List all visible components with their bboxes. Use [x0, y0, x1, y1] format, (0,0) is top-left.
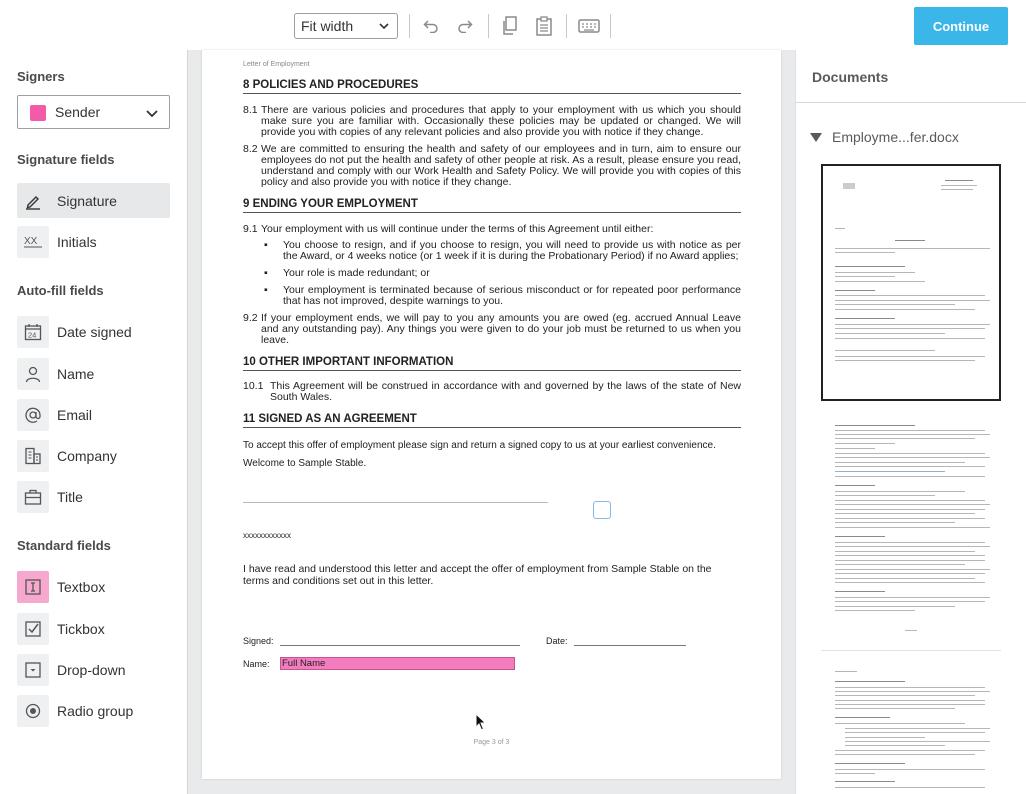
- bullet-item: [264, 268, 741, 279]
- page-thumbnail-1[interactable]: [821, 164, 1001, 401]
- clause-number: 10.1: [243, 380, 264, 392]
- clause-number: 9.2: [243, 312, 258, 324]
- signer-select[interactable]: [17, 95, 170, 129]
- document-page[interactable]: [202, 50, 781, 779]
- zoom-value: Fit width: [301, 18, 354, 34]
- paragraph: To accept this offer of employment please sign and return a signed copy to us at your earliest convenience.: [243, 440, 716, 451]
- section-heading: 11 SIGNED AS AN AGREEMENT: [243, 413, 741, 428]
- signature-field-placeholder[interactable]: [593, 501, 611, 519]
- field-label: Company: [57, 447, 117, 464]
- clause: [243, 105, 741, 138]
- chevron-down-icon: [145, 106, 159, 120]
- clause-text: We are committed to ensuring the health and safety of our employees and in turn, aim to ensure our employees do not put the health and safety of other people at risk. As a result, please ensure you read, understand and comply with our Work Health and Safety Policy. We will provide you with copies of this policy and also provide you with notice if they change.: [261, 143, 741, 188]
- clause: [243, 381, 741, 403]
- initials-icon: [17, 226, 49, 258]
- clause-text: This Agreement will be construed in accordance with and governed by the laws of the state of New South Wales.: [270, 380, 741, 403]
- undo-icon[interactable]: [420, 15, 442, 37]
- signed-label: Signed:: [243, 636, 274, 646]
- keyboard-icon[interactable]: [578, 15, 600, 37]
- fields-panel: [0, 50, 187, 794]
- field-signature[interactable]: [17, 183, 170, 218]
- field-label: Title: [57, 488, 83, 505]
- clause-number: 9.1: [243, 223, 258, 235]
- paragraph: Welcome to Sample Stable.: [243, 458, 367, 469]
- at-icon: [17, 399, 49, 431]
- signature-fields-heading: Signature fields: [17, 152, 115, 167]
- autofill-heading: Auto-fill fields: [17, 283, 104, 298]
- bullet-dot: ▪: [264, 284, 268, 296]
- mouse-cursor-icon: [475, 713, 487, 731]
- signer-name: Sender: [55, 104, 101, 120]
- bullet-text: You choose to resign, and if you choose to resign, you will need to provide us with notice as per the Award, or 4 weeks notice (or 1 week if it is during the Probationary Period) if no Award applies;: [283, 239, 741, 262]
- section-heading: 8 POLICIES AND PROCEDURES: [243, 79, 741, 94]
- toolbar-divider: [409, 14, 410, 38]
- date-label: Date:: [546, 636, 568, 646]
- field-dropdown[interactable]: [17, 652, 170, 687]
- document-viewer[interactable]: [187, 50, 795, 794]
- collapse-triangle-icon: [810, 133, 822, 142]
- document-file-name: Employme...fer.docx: [832, 129, 959, 145]
- clause: [243, 313, 741, 346]
- field-name[interactable]: [17, 356, 170, 391]
- section-heading: 10 OTHER IMPORTANT INFORMATION: [243, 356, 741, 371]
- clause: [243, 144, 741, 188]
- field-date-signed[interactable]: [17, 314, 170, 349]
- bullet-item: [264, 240, 741, 262]
- page-header: Letter of Employment: [243, 61, 310, 68]
- field-label: Textbox: [57, 578, 106, 595]
- chevron-down-icon: [378, 20, 390, 32]
- field-label: Initials: [57, 233, 97, 250]
- field-textbox[interactable]: [17, 569, 170, 604]
- bullet-text: Your role is made redundant; or: [283, 267, 430, 279]
- dropdown-icon: [17, 654, 49, 686]
- bullet-item: [264, 285, 741, 307]
- field-label: Signature: [57, 192, 117, 209]
- full-name-field[interactable]: Full Name: [280, 657, 515, 670]
- textbox-icon: [17, 571, 49, 603]
- field-label: Radio group: [57, 702, 134, 719]
- clause-text: If your employment ends, we will pay to you any amounts you are owed (eg. accrued Annual Leave and any outstanding pay). Any things you were given to do your job must be returned to us when you leave.: [261, 312, 741, 346]
- toolbar-divider: [610, 14, 611, 38]
- clause-number: 8.1: [243, 104, 258, 116]
- field-initials[interactable]: [17, 224, 170, 259]
- svg-text:XX: XX: [24, 235, 38, 247]
- standard-fields-heading: Standard fields: [17, 538, 111, 553]
- section-heading: 9 ENDING YOUR EMPLOYMENT: [243, 198, 741, 213]
- building-icon: [17, 440, 49, 472]
- continue-button[interactable]: Continue: [914, 7, 1008, 45]
- field-tickbox[interactable]: [17, 611, 170, 646]
- person-icon: [17, 358, 49, 390]
- bullet-dot: ▪: [264, 267, 268, 279]
- divider: [796, 102, 1026, 103]
- field-company[interactable]: [17, 438, 170, 473]
- field-label: Drop-down: [57, 661, 126, 678]
- bullet-text: Your employment is terminated because of serious misconduct or for repeated poor performance that has not improved, despite warnings to you.: [283, 284, 741, 307]
- signed-line: [280, 645, 520, 646]
- name-label: Name:: [243, 659, 270, 669]
- field-radio-group[interactable]: [17, 693, 170, 728]
- placeholder-text: xxxxxxxxxxxx: [243, 531, 291, 540]
- clause: [243, 224, 741, 235]
- zoom-select[interactable]: [294, 13, 398, 39]
- field-label: Email: [57, 406, 93, 423]
- date-line: [574, 645, 686, 646]
- field-label: Date signed: [57, 323, 132, 340]
- bullet-dot: ▪: [264, 239, 268, 251]
- redo-icon[interactable]: [454, 15, 476, 37]
- paste-icon[interactable]: [533, 15, 555, 37]
- field-label: Tickbox: [57, 620, 105, 637]
- document-file-toggle[interactable]: [810, 129, 959, 145]
- page-thumbnail-3[interactable]: [821, 650, 1001, 794]
- clause-text: Your employment with us will continue under the terms of this Agreement until either:: [261, 223, 654, 235]
- documents-heading: Documents: [812, 69, 889, 85]
- signer-color-swatch: [30, 105, 46, 121]
- toolbar: [0, 0, 1026, 50]
- toolbar-divider: [488, 14, 489, 38]
- briefcase-icon: [17, 481, 49, 513]
- field-title[interactable]: [17, 479, 170, 514]
- acknowledgement: I have read and understood this letter and accept the offer of employment from Sample Stable on the terms and conditions set out in this letter.: [243, 563, 712, 587]
- page-thumbnail-2[interactable]: [821, 419, 1001, 649]
- copy-icon[interactable]: [499, 15, 521, 37]
- radio-icon: [17, 695, 49, 727]
- clause-text: There are various policies and procedures that apply to your employment with us which you should make sure you are familiar with. Occasionally these policies may be updated or changed. We will provide you with copies of any relevant policies and also provide you with notice if they change.: [261, 104, 741, 138]
- documents-panel: [795, 50, 1026, 794]
- calendar-icon: [17, 316, 49, 348]
- checkbox-icon: [17, 613, 49, 645]
- field-label: Name: [57, 365, 95, 382]
- toolbar-divider: [566, 14, 567, 38]
- pen-icon: [17, 185, 49, 217]
- svg-text:24: 24: [28, 330, 37, 339]
- signers-heading: Signers: [17, 69, 65, 84]
- signature-line: [243, 502, 548, 503]
- page-number: Page 3 of 3: [473, 739, 510, 746]
- field-email[interactable]: [17, 397, 170, 432]
- clause-number: 8.2: [243, 143, 258, 155]
